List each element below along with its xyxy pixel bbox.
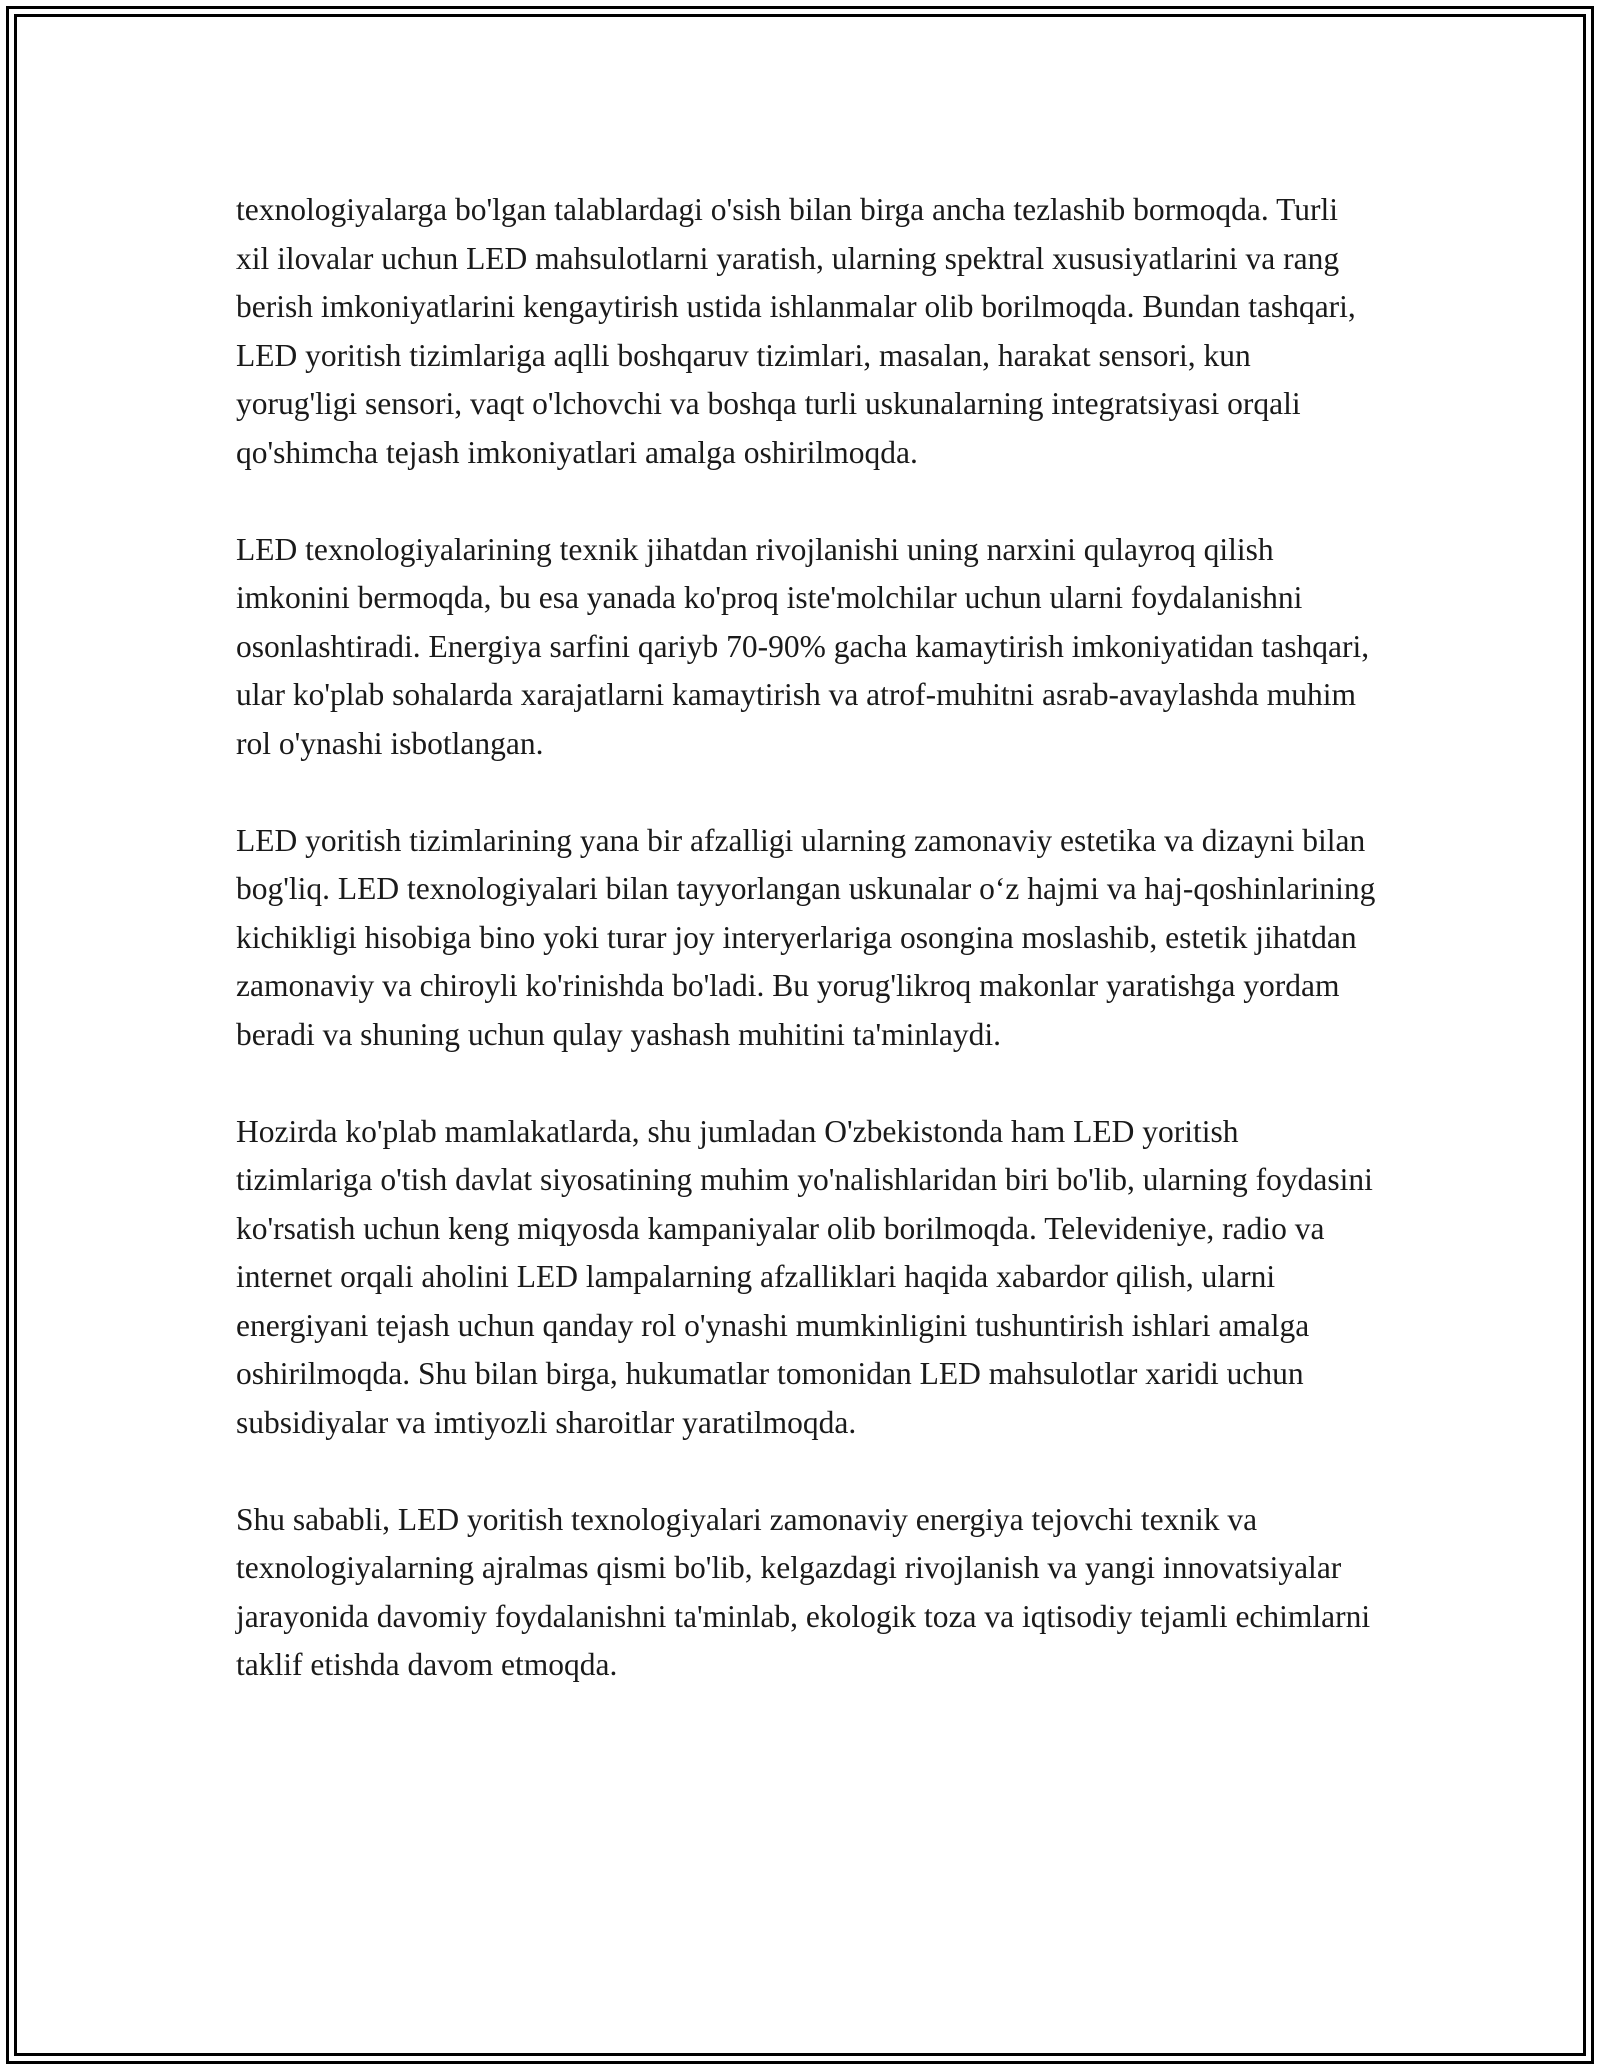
paragraph-4: Hozirda ko'plab mamlakatlarda, shu jumladan O'zbekistonda ham LED yoritish tizimlariga o'tish davlat siyosatining muhim yo'nalishlaridan biri bo'lib, ularning foydasini ko'rsatish uchun keng miqyosda kampaniyalar olib borilmoqda. Televideniye, radio va internet orqali aholini LED lampalarning afzalliklari haqida xabardor qilish, ularni energiyani tejash uchun qanday rol o'ynashi mumkinligini tushuntirish ishlari amalga oshirilmoqda. Shu bilan birga, hukumatlar tomonidan LED mahsulotlar xaridi uchun subsidiyalar va imtiyozli sharoitlar yaratilmoqda. <box>236 1113 1373 1440</box>
document-body <box>236 186 1376 1690</box>
paragraph-3: LED yoritish tizimlarining yana bir afzalligi ularning zamonaviy estetika va dizayni bilan bog'liq. LED texnologiyalari bilan tayyorlangan uskunalar o‘z hajmi va haj-qoshinlarining kichikligi hisobiga bino yoki turar joy interyerlariga osongina moslashib, estetik jihatdan zamonaviy va chiroyli ko'rinishda bo'ladi. Bu yorug'likroq makonlar yaratishga yordam beradi va shuning uchun qulay yashash muhitini ta'minlaydi. <box>236 822 1376 1052</box>
paragraph-1: texnologiyalarga bo'lgan talablardagi o'sish bilan birga ancha tezlashib bormoqda. Turli xil ilovalar uchun LED mahsulotlarni yaratish, ularning spektral xususiyatlarini va rang berish imkoniyatlarini kengaytirish ustida ishlanmalar olib borilmoqda. Bundan tashqari, LED yoritish tizimlariga aqlli boshqaruv tizimlari, masalan, harakat sensori, kun yorug'ligi sensori, vaqt o'lchovchi va boshqa turli uskunalarning integratsiyasi orqali qo'shimcha tejash imkoniyatlari amalga oshirilmoqda. <box>236 192 1356 470</box>
paragraph-2: LED texnologiyalarining texnik jihatdan rivojlanishi uning narxini qulayroq qilish imkonini bermoqda, bu esa yanada ko'proq iste'molchilar uchun ularni foydalanishni osonlashtiradi. Energiya sarfini qariyb 70-90% gacha kamaytirish imkoniyatidan tashqari, ular ko'plab sohalarda xarajatlarni kamaytirish va atrof-muhitni asrab-avaylashda muhim rol o'ynashi isbotlangan. <box>236 531 1370 761</box>
paragraph-5: Shu sababli, LED yoritish texnologiyalari zamonaviy energiya tejovchi texnik va texnologiyalarning ajralmas qismi bo'lib, kelgazdagi rivojlanish va yangi innovatsiyalar jarayonida davomiy foydalanishni ta'minlab, ekologik toza va iqtisodiy tejamli echimlarni taklif etishda davom etmoqda. <box>236 1501 1371 1682</box>
